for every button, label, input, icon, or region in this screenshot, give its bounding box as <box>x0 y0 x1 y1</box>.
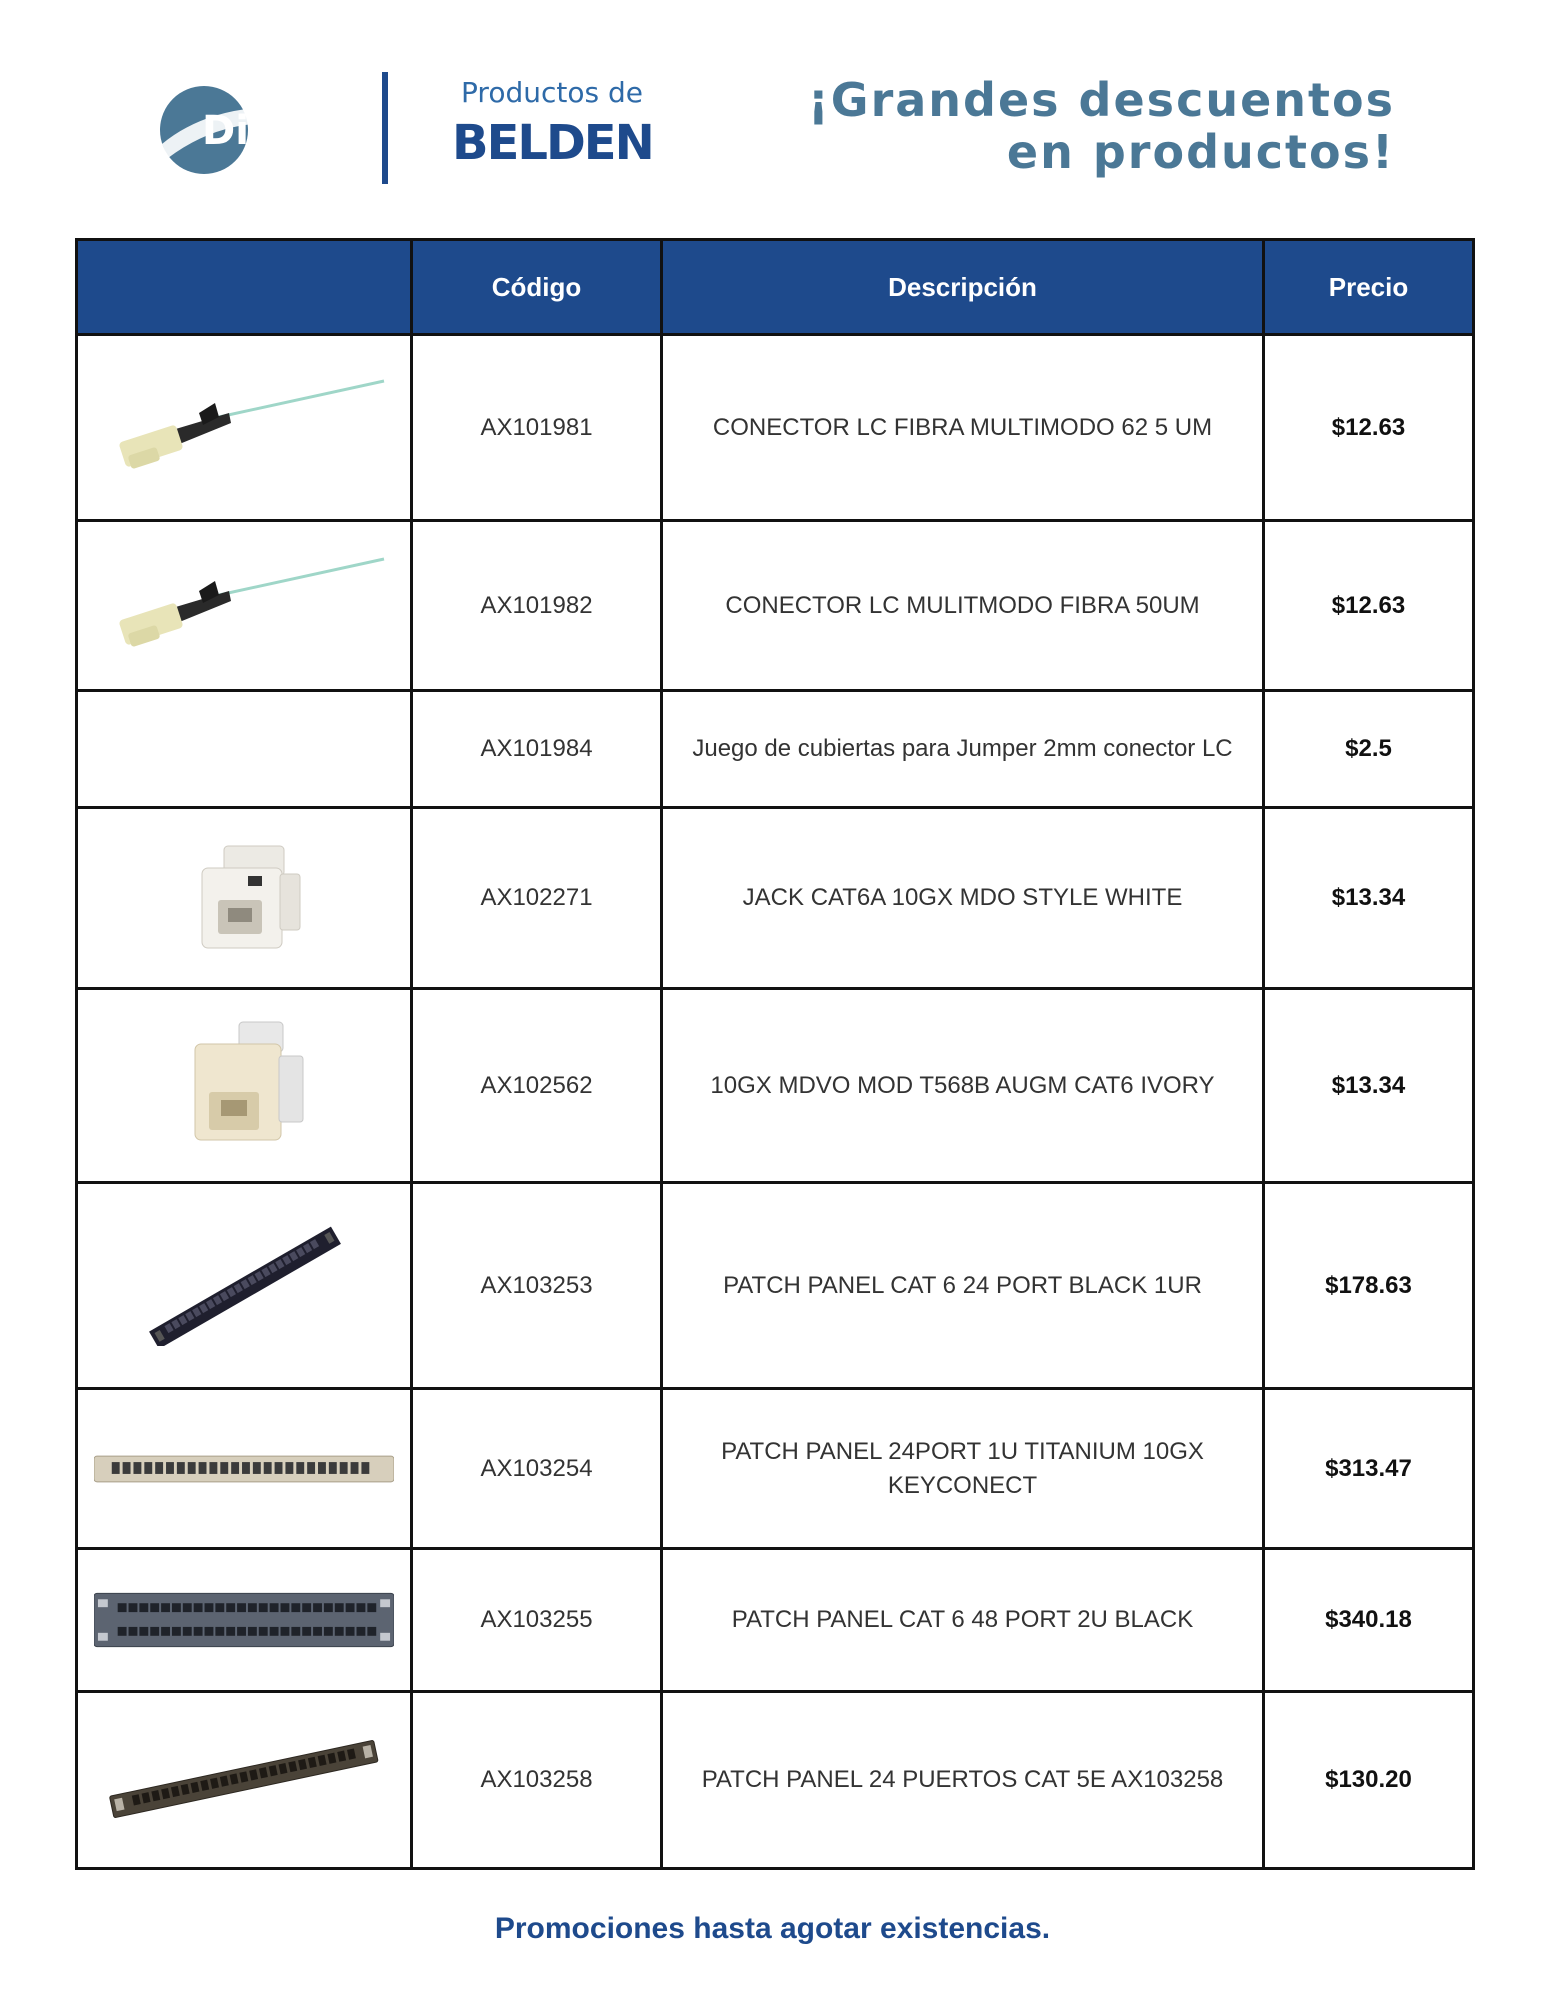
product-price: $340.18 <box>1264 1549 1474 1692</box>
lc-fiber-connector-icon <box>94 546 394 666</box>
column-header-price: Precio <box>1264 240 1474 335</box>
brand-subtitle: Productos de <box>461 76 643 109</box>
product-description: PATCH PANEL 24PORT 1U TITANIUM 10GX KEYCONECT <box>662 1389 1264 1549</box>
product-code: AX103253 <box>412 1183 662 1389</box>
table-header-row <box>77 240 1474 335</box>
dinet-logo-letter: Dinet <box>202 108 324 154</box>
product-description: 10GX MDVO MOD T568B AUGM CAT6 IVORY <box>662 989 1264 1183</box>
product-image-cell <box>77 1389 412 1549</box>
product-code: AX101984 <box>412 691 662 808</box>
table-row <box>77 335 1474 521</box>
product-image-cell <box>77 521 412 691</box>
product-code: AX101981 <box>412 335 662 521</box>
product-image-cell <box>77 1549 412 1692</box>
patch-panel-2u-icon <box>94 1560 394 1680</box>
patch-panel-black-angled-icon <box>94 1226 394 1346</box>
page-header <box>0 0 1545 230</box>
product-code: AX103254 <box>412 1389 662 1549</box>
product-image-cell <box>77 989 412 1183</box>
product-code: AX103258 <box>412 1692 662 1869</box>
table-row <box>77 521 1474 691</box>
product-image-cell-empty <box>77 691 412 808</box>
column-header-image <box>77 240 412 335</box>
table-row <box>77 691 1474 808</box>
product-description: CONECTOR LC MULITMODO FIBRA 50UM <box>662 521 1264 691</box>
keystone-jack-white-icon <box>94 838 394 958</box>
belden-brand <box>452 76 652 171</box>
product-table <box>75 238 1472 1870</box>
table-row <box>77 1389 1474 1549</box>
column-header-description: Descripción <box>662 240 1264 335</box>
table-row <box>77 808 1474 989</box>
column-header-code: Código <box>412 240 662 335</box>
product-code: AX102271 <box>412 808 662 989</box>
product-code: AX103255 <box>412 1549 662 1692</box>
keystone-jack-ivory-icon <box>94 1026 394 1146</box>
product-price: $12.63 <box>1264 521 1474 691</box>
headline-line1: ¡Grandes descuentos <box>807 73 1395 127</box>
product-price: $12.63 <box>1264 335 1474 521</box>
product-description: JACK CAT6A 10GX MDO STYLE WHITE <box>662 808 1264 989</box>
headline <box>808 74 1395 178</box>
product-description: PATCH PANEL CAT 6 48 PORT 2U BLACK <box>662 1549 1264 1692</box>
product-price: $178.63 <box>1264 1183 1474 1389</box>
product-price: $130.20 <box>1264 1692 1474 1869</box>
product-code: AX101982 <box>412 521 662 691</box>
belden-logo: BELDEN <box>452 115 653 171</box>
dinet-logo <box>158 84 338 176</box>
product-image-cell <box>77 335 412 521</box>
header-divider <box>382 72 388 184</box>
headline-line2: en productos! <box>1006 125 1395 179</box>
product-price: $13.34 <box>1264 989 1474 1183</box>
table-row <box>77 1692 1474 1869</box>
product-price: $2.5 <box>1264 691 1474 808</box>
product-image-cell <box>77 1183 412 1389</box>
footer-note: Promociones hasta agotar existencias. <box>494 1912 1051 1945</box>
table-row <box>77 1183 1474 1389</box>
lc-fiber-connector-icon <box>94 368 394 488</box>
product-description: PATCH PANEL 24 PUERTOS CAT 5E AX103258 <box>662 1692 1264 1869</box>
product-image-cell <box>77 1692 412 1869</box>
product-price: $13.34 <box>1264 808 1474 989</box>
table-row <box>77 1549 1474 1692</box>
product-description: PATCH PANEL CAT 6 24 PORT BLACK 1UR <box>662 1183 1264 1389</box>
product-description: Juego de cubiertas para Jumper 2mm conector LC <box>662 691 1264 808</box>
product-price: $313.47 <box>1264 1389 1474 1549</box>
product-image-cell <box>77 808 412 989</box>
patch-panel-cat5e-icon <box>94 1720 394 1840</box>
table-row <box>77 989 1474 1183</box>
patch-panel-titanium-icon <box>94 1409 394 1529</box>
product-code: AX102562 <box>412 989 662 1183</box>
product-description: CONECTOR LC FIBRA MULTIMODO 62 5 UM <box>662 335 1264 521</box>
